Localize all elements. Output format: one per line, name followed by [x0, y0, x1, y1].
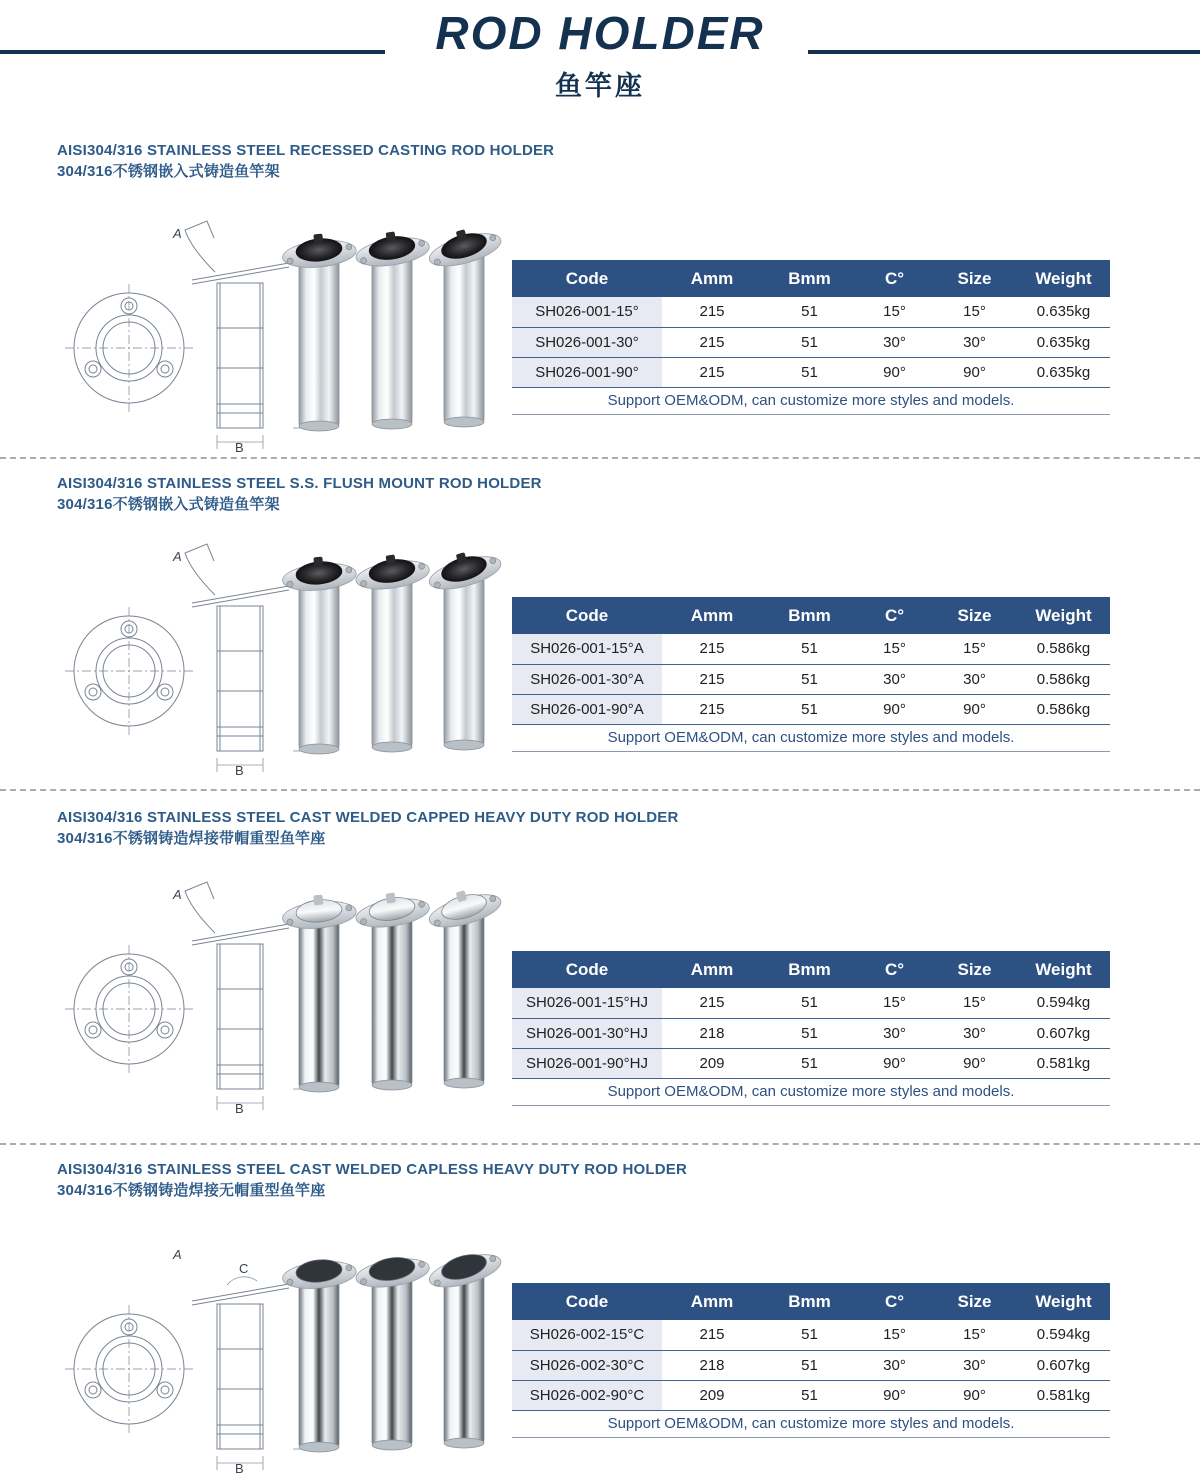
bmm-cell: 51	[762, 327, 857, 357]
spec-table	[512, 597, 1110, 752]
amm-cell: 215	[662, 327, 762, 357]
page-subtitle: 鱼竿座	[555, 71, 645, 101]
product-section	[0, 791, 1200, 1143]
product-illustration	[57, 208, 512, 453]
weight-cell: 0.635kg	[1017, 297, 1110, 327]
section-title-en: AISI304/316 STAINLESS STEEL RECESSED CASTING ROD HOLDER	[57, 142, 555, 159]
section-title-en: AISI304/316 STAINLESS STEEL S.S. FLUSH MOUNT ROD HOLDER	[57, 475, 542, 492]
bmm-cell: 51	[762, 664, 857, 694]
column-header-angle: C°	[857, 951, 932, 988]
section-title-en: AISI304/316 STAINLESS STEEL CAST WELDED CAPPED HEAVY DUTY ROD HOLDER	[57, 809, 679, 826]
table-row	[512, 1320, 1110, 1350]
column-header-code: Code	[512, 951, 662, 988]
table-row	[512, 988, 1110, 1018]
section-body	[57, 1201, 1145, 1474]
column-header-amm: Amm	[662, 951, 762, 988]
weight-cell: 0.586kg	[1017, 664, 1110, 694]
code-cell: SH026-001-90°	[512, 357, 662, 387]
amm-cell: 215	[662, 988, 762, 1018]
column-header-size: Size	[932, 597, 1017, 634]
column-header-amm: Amm	[662, 1283, 762, 1320]
drawing-label-b: B	[235, 1101, 244, 1116]
table-note-row	[512, 387, 1110, 414]
column-header-bmm: Bmm	[762, 1283, 857, 1320]
code-cell: SH026-001-90°A	[512, 694, 662, 724]
column-header-code: Code	[512, 1283, 662, 1320]
product-tube-1	[281, 230, 358, 431]
product-photos	[57, 531, 507, 776]
table-row	[512, 664, 1110, 694]
product-tube-3	[424, 881, 504, 1088]
size-cell: 90°	[932, 357, 1017, 387]
product-tube-3	[424, 543, 504, 750]
bmm-cell: 51	[762, 634, 857, 664]
angle-cell: 90°	[857, 1048, 932, 1078]
amm-cell: 209	[662, 1380, 762, 1410]
section-title-zh: 304/316不锈钢嵌入式铸造鱼竿架	[57, 163, 280, 180]
drawing-label-a-arrow: A	[173, 549, 182, 564]
spec-table-wrap	[512, 1283, 1112, 1438]
table-note-row	[512, 1410, 1110, 1437]
table-header-row	[512, 597, 1110, 634]
column-header-angle: C°	[857, 260, 932, 297]
product-photos	[57, 1229, 507, 1474]
column-header-code: Code	[512, 597, 662, 634]
column-header-weight: Weight	[1017, 597, 1110, 634]
section-title-zh: 304/316不锈钢嵌入式铸造鱼竿架	[57, 496, 280, 513]
page-title: ROD HOLDER	[435, 7, 765, 59]
angle-cell: 90°	[857, 357, 932, 387]
size-cell: 15°	[932, 634, 1017, 664]
drawing-label-a-arrow: A	[173, 226, 182, 241]
technical-drawing: A C B	[65, 544, 315, 778]
table-row	[512, 1018, 1110, 1048]
code-cell: SH026-001-15°HJ	[512, 988, 662, 1018]
technical-drawing: A C B	[65, 221, 315, 455]
oem-note: Support OEM&ODM, can customize more styles and models.	[512, 724, 1110, 751]
angle-cell: 15°	[857, 297, 932, 327]
size-cell: 30°	[932, 1018, 1017, 1048]
oem-note: Support OEM&ODM, can customize more styles and models.	[512, 387, 1110, 414]
spec-table-wrap	[512, 951, 1112, 1106]
column-header-size: Size	[932, 1283, 1017, 1320]
table-header-row	[512, 951, 1110, 988]
header-rule-right	[808, 50, 1200, 54]
amm-cell: 215	[662, 357, 762, 387]
code-cell: SH026-001-15°A	[512, 634, 662, 664]
table-row	[512, 357, 1110, 387]
amm-cell: 209	[662, 1048, 762, 1078]
code-cell: SH026-001-30°HJ	[512, 1018, 662, 1048]
angle-cell: 30°	[857, 1350, 932, 1380]
product-section	[0, 459, 1200, 789]
oem-note: Support OEM&ODM, can customize more styles and models.	[512, 1410, 1110, 1437]
product-tube-2	[353, 887, 431, 1090]
angle-cell: 15°	[857, 1320, 932, 1350]
size-cell: 30°	[932, 327, 1017, 357]
size-cell: 90°	[932, 1048, 1017, 1078]
column-header-code: Code	[512, 260, 662, 297]
drawing-label-a-arrow: A	[173, 1247, 182, 1262]
code-cell: SH026-001-15°	[512, 297, 662, 327]
table-row	[512, 1048, 1110, 1078]
size-cell: 90°	[932, 1380, 1017, 1410]
product-section	[0, 1145, 1200, 1474]
weight-cell: 0.586kg	[1017, 634, 1110, 664]
drawing-label-c	[227, 1261, 257, 1285]
spec-table-wrap	[512, 260, 1112, 415]
code-cell: SH026-001-30°A	[512, 664, 662, 694]
section-body	[57, 182, 1145, 453]
table-header-row	[512, 1283, 1110, 1320]
column-header-size: Size	[932, 260, 1017, 297]
drawing-label-b: B	[235, 1461, 244, 1474]
bmm-cell: 51	[762, 1320, 857, 1350]
svg-text:C: C	[239, 1261, 249, 1276]
product-section	[0, 100, 1200, 457]
product-tube-2	[353, 549, 431, 752]
weight-cell: 0.581kg	[1017, 1048, 1110, 1078]
product-photos	[57, 208, 507, 453]
table-row	[512, 1350, 1110, 1380]
table-row	[512, 694, 1110, 724]
table-row	[512, 634, 1110, 664]
column-header-weight: Weight	[1017, 951, 1110, 988]
section-title-en: AISI304/316 STAINLESS STEEL CAST WELDED CAPLESS HEAVY DUTY ROD HOLDER	[57, 1161, 688, 1178]
weight-cell: 0.594kg	[1017, 1320, 1110, 1350]
amm-cell: 218	[662, 1350, 762, 1380]
drawing-label-b: B	[235, 763, 244, 778]
oem-note: Support OEM&ODM, can customize more styles and models.	[512, 1078, 1110, 1105]
spec-table-wrap	[512, 597, 1112, 752]
column-header-bmm: Bmm	[762, 260, 857, 297]
amm-cell: 215	[662, 297, 762, 327]
code-cell: SH026-001-90°HJ	[512, 1048, 662, 1078]
size-cell: 15°	[932, 297, 1017, 327]
column-header-bmm: Bmm	[762, 597, 857, 634]
column-header-bmm: Bmm	[762, 951, 857, 988]
weight-cell: 0.581kg	[1017, 1380, 1110, 1410]
table-row	[512, 1380, 1110, 1410]
code-cell: SH026-002-15°C	[512, 1320, 662, 1350]
amm-cell: 215	[662, 664, 762, 694]
catalog-sections	[0, 100, 1200, 1474]
column-header-weight: Weight	[1017, 260, 1110, 297]
technical-drawing: A C B	[65, 882, 315, 1116]
weight-cell: 0.607kg	[1017, 1018, 1110, 1048]
code-cell: SH026-002-90°C	[512, 1380, 662, 1410]
technical-drawing	[65, 1247, 315, 1474]
table-row	[512, 297, 1110, 327]
drawing-label-a-arrow: A	[173, 887, 182, 902]
spec-table	[512, 260, 1110, 415]
weight-cell: 0.594kg	[1017, 988, 1110, 1018]
bmm-cell: 51	[762, 1380, 857, 1410]
product-tube-3	[424, 220, 504, 427]
spec-table	[512, 951, 1110, 1106]
bmm-cell: 51	[762, 357, 857, 387]
amm-cell: 215	[662, 1320, 762, 1350]
column-header-angle: C°	[857, 1283, 932, 1320]
size-cell: 30°	[932, 664, 1017, 694]
table-header-row	[512, 260, 1110, 297]
table-note-row	[512, 724, 1110, 751]
header-rule-left	[0, 50, 385, 54]
bmm-cell: 51	[762, 694, 857, 724]
angle-cell: 90°	[857, 1380, 932, 1410]
column-header-size: Size	[932, 951, 1017, 988]
bmm-cell: 51	[762, 1350, 857, 1380]
angle-cell: 15°	[857, 988, 932, 1018]
size-cell: 30°	[932, 1350, 1017, 1380]
column-header-amm: Amm	[662, 260, 762, 297]
section-title-zh: 304/316不锈钢铸造焊接带帽重型鱼竿座	[57, 830, 326, 847]
spec-table	[512, 1283, 1110, 1438]
product-illustration	[57, 531, 512, 776]
product-tube-1	[281, 891, 358, 1092]
angle-cell: 30°	[857, 327, 932, 357]
bmm-cell: 51	[762, 988, 857, 1018]
product-tube-1	[281, 1256, 358, 1452]
section-body	[57, 849, 1145, 1114]
amm-cell: 215	[662, 634, 762, 664]
angle-cell: 15°	[857, 634, 932, 664]
product-illustration	[57, 869, 512, 1114]
bmm-cell: 51	[762, 1048, 857, 1078]
size-cell: 15°	[932, 1320, 1017, 1350]
amm-cell: 215	[662, 694, 762, 724]
weight-cell: 0.607kg	[1017, 1350, 1110, 1380]
code-cell: SH026-002-30°C	[512, 1350, 662, 1380]
angle-cell: 90°	[857, 694, 932, 724]
product-tube-3	[425, 1246, 504, 1448]
column-header-angle: C°	[857, 597, 932, 634]
product-tube-2	[353, 226, 431, 429]
amm-cell: 218	[662, 1018, 762, 1048]
section-title-zh: 304/316不锈钢铸造焊接无帽重型鱼竿座	[57, 1182, 326, 1199]
column-header-weight: Weight	[1017, 1283, 1110, 1320]
angle-cell: 30°	[857, 664, 932, 694]
size-cell: 15°	[932, 988, 1017, 1018]
angle-cell: 30°	[857, 1018, 932, 1048]
product-tube-2	[354, 1252, 431, 1450]
table-note-row	[512, 1078, 1110, 1105]
weight-cell: 0.635kg	[1017, 327, 1110, 357]
weight-cell: 0.635kg	[1017, 357, 1110, 387]
column-header-amm: Amm	[662, 597, 762, 634]
size-cell: 90°	[932, 694, 1017, 724]
table-row	[512, 327, 1110, 357]
drawing-label-b: B	[235, 440, 244, 455]
product-photos	[57, 869, 507, 1114]
code-cell: SH026-001-30°	[512, 327, 662, 357]
section-body	[57, 515, 1145, 776]
product-tube-1	[281, 553, 358, 754]
page-header	[0, 0, 1200, 100]
bmm-cell: 51	[762, 297, 857, 327]
weight-cell: 0.586kg	[1017, 694, 1110, 724]
product-illustration	[57, 1229, 512, 1474]
bmm-cell: 51	[762, 1018, 857, 1048]
